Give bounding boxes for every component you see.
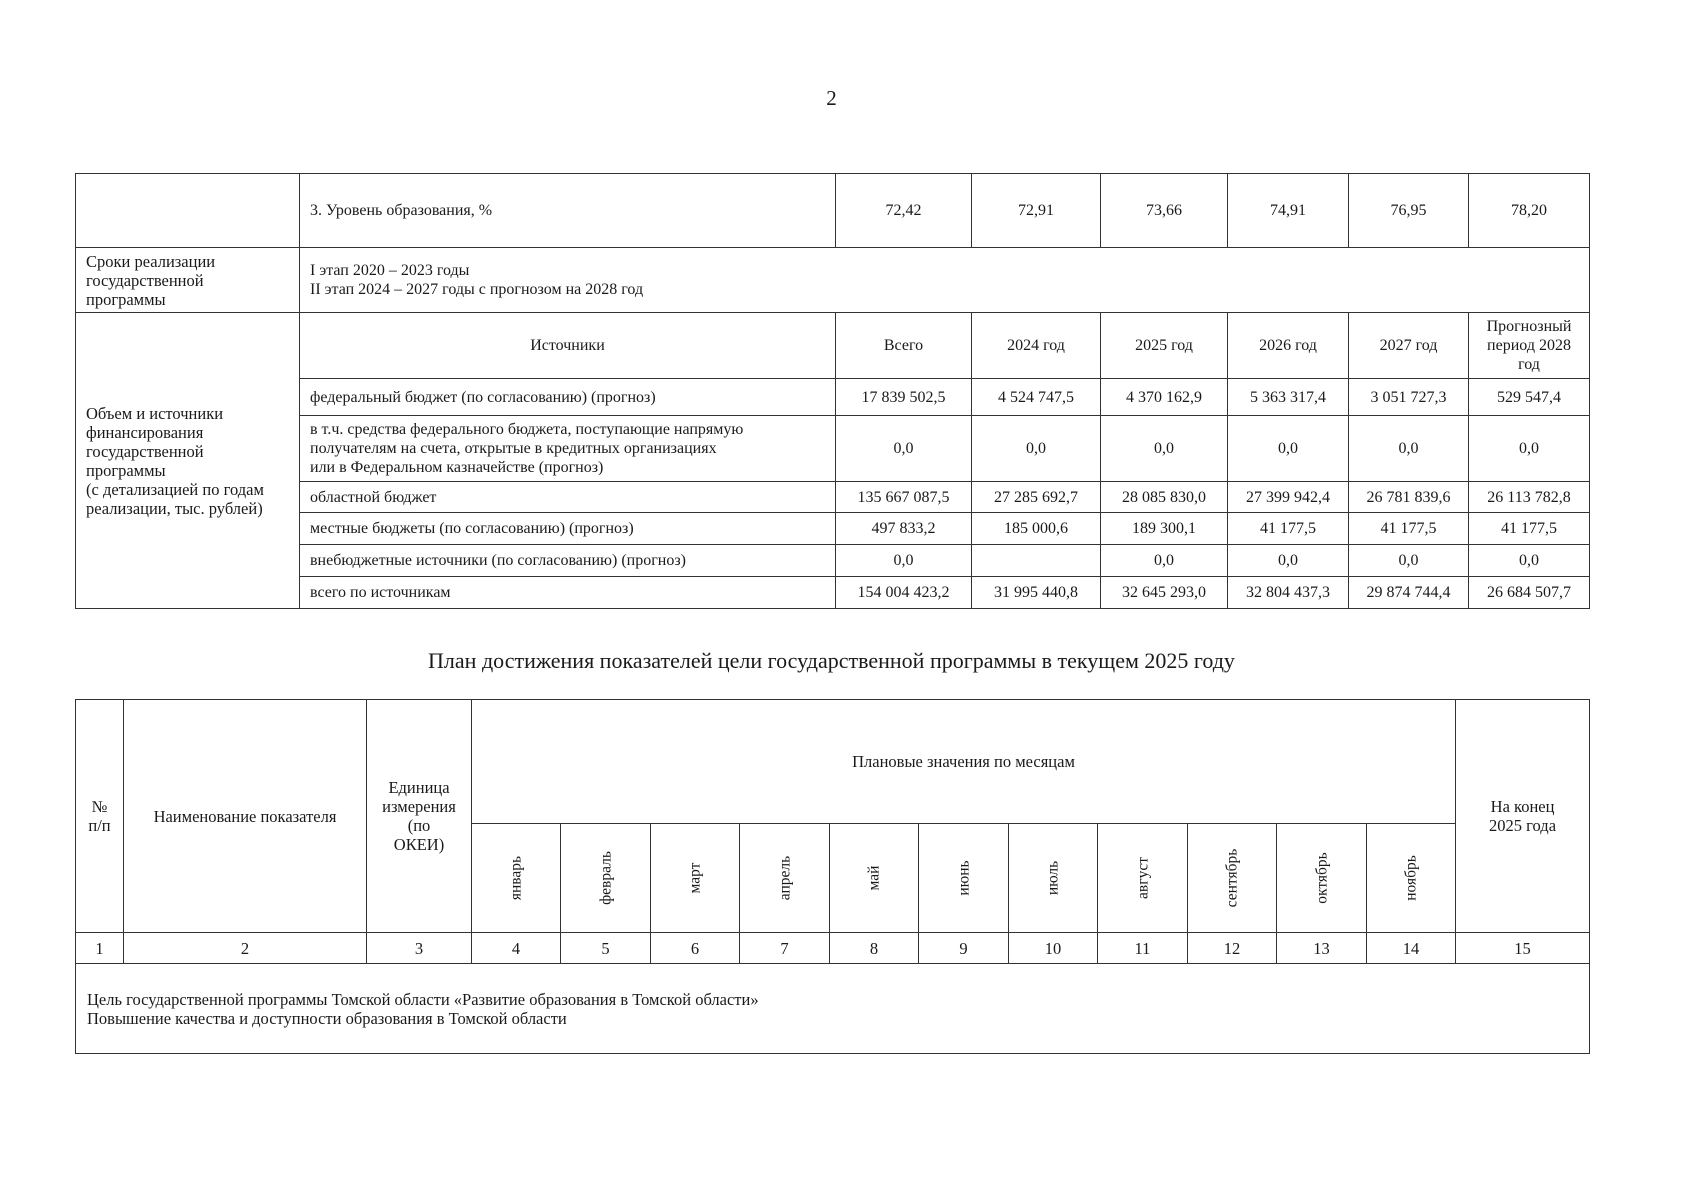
source-label: всего по источникам (300, 577, 836, 609)
monthly-plan-table (75, 699, 1590, 1054)
period-label-line: программы (86, 289, 166, 309)
month-label: май (865, 865, 883, 891)
header-unit (367, 700, 472, 933)
amount-cell: 154 004 423,2 (836, 577, 972, 609)
column-number: 10 (1009, 933, 1098, 964)
header-year-end-line: На конец (1490, 797, 1555, 816)
indicator-value: 73,66 (1101, 174, 1228, 248)
source-label: областной бюджет (300, 482, 836, 513)
amount-cell: 4 524 747,5 (972, 379, 1101, 416)
month-header (1277, 824, 1367, 933)
month-header (1098, 824, 1188, 933)
amount-cell: 41 177,5 (1228, 513, 1349, 545)
period-label-line: Сроки реализации (86, 251, 216, 271)
funding-header-row (76, 313, 1590, 379)
period-text-line: II этап 2024 – 2027 годы с прогнозом на 2028 год (310, 281, 644, 298)
header-year-2024: 2024 год (972, 313, 1101, 379)
amount-cell: 31 995 440,8 (972, 577, 1101, 609)
month-header (830, 824, 919, 933)
indicator-label: 3. Уровень образования, % (300, 174, 836, 248)
column-number: 14 (1367, 933, 1456, 964)
amount-cell: 4 370 162,9 (1101, 379, 1228, 416)
funding-label-line: Объем и источники (86, 403, 224, 423)
month-header (651, 824, 740, 933)
amount-cell: 189 300,1 (1101, 513, 1228, 545)
funding-row-regional (76, 482, 1590, 513)
funding-row-total (76, 577, 1590, 609)
indicator-value: 74,91 (1228, 174, 1349, 248)
header-unit-line: ОКЕИ) (393, 835, 445, 854)
column-number: 2 (124, 933, 367, 964)
amount-cell: 0,0 (1349, 545, 1469, 577)
header-unit-line: (по (407, 816, 431, 835)
goal-line: Повышение качества и доступности образования в Томской области (87, 1008, 567, 1028)
indicator-value: 78,20 (1469, 174, 1590, 248)
period-label (76, 248, 300, 313)
month-label: июнь (955, 860, 972, 896)
header-number-line: № (91, 797, 108, 816)
month-label: ноябрь (1402, 855, 1420, 901)
empty-cell (76, 174, 300, 248)
month-label: март (686, 862, 704, 894)
column-number: 3 (367, 933, 472, 964)
amount-cell: 0,0 (1228, 545, 1349, 577)
month-label: февраль (597, 851, 614, 905)
period-text-line: I этап 2020 – 2023 годы (310, 262, 470, 279)
header-number-line: п/п (88, 816, 111, 835)
header-sources: Источники (300, 313, 836, 379)
goal-row (76, 964, 1590, 1054)
amount-cell: 32 645 293,0 (1101, 577, 1228, 609)
indicator-value: 76,95 (1349, 174, 1469, 248)
month-header (740, 824, 830, 933)
funding-row-local (76, 513, 1590, 545)
header-number (76, 700, 124, 933)
column-number: 7 (740, 933, 830, 964)
amount-cell: 0,0 (972, 416, 1101, 482)
amount-cell: 135 667 087,5 (836, 482, 972, 513)
header-indicator-name: Наименование показателя (124, 700, 367, 933)
header-monthly-values: Плановые значения по месяцам (472, 700, 1456, 824)
amount-cell: 29 874 744,4 (1349, 577, 1469, 609)
header-row-top (76, 700, 1590, 824)
amount-cell: 5 363 317,4 (1228, 379, 1349, 416)
header-year-end-line: 2025 года (1489, 816, 1557, 835)
goal-line: Цель государственной программы Томской области «Развитие образования в Томской области» (87, 989, 759, 1009)
funding-label-line: государственной (86, 441, 204, 461)
amount-cell (972, 545, 1101, 577)
column-number: 5 (561, 933, 651, 964)
amount-cell: 26 113 782,8 (1469, 482, 1590, 513)
header-total: Всего (836, 313, 972, 379)
month-label: апрель (776, 855, 793, 901)
month-header (919, 824, 1009, 933)
header-forecast-line: Прогнозный (1486, 318, 1572, 335)
funding-label-line: (с детализацией по годам (86, 479, 264, 499)
period-text (300, 248, 1590, 313)
source-label-line: или в Федеральном казначействе (прогноз) (310, 459, 604, 476)
column-number: 12 (1188, 933, 1277, 964)
header-unit-line: Единица (388, 778, 450, 797)
amount-cell: 41 177,5 (1469, 513, 1590, 545)
source-label-line: получателям на счета, открытые в кредитных организациях (310, 440, 717, 457)
amount-cell: 3 051 727,3 (1349, 379, 1469, 416)
column-number: 8 (830, 933, 919, 964)
column-number: 15 (1456, 933, 1590, 964)
column-number: 13 (1277, 933, 1367, 964)
header-forecast-line: период 2028 (1487, 337, 1571, 354)
month-header (561, 824, 651, 933)
source-label-line: в т.ч. средства федерального бюджета, поступающие напрямую (310, 421, 744, 438)
header-forecast-2028 (1469, 313, 1590, 379)
header-year-2027: 2027 год (1349, 313, 1469, 379)
funding-label (76, 313, 300, 609)
amount-cell: 0,0 (1101, 545, 1228, 577)
amount-cell: 497 833,2 (836, 513, 972, 545)
amount-cell: 0,0 (836, 545, 972, 577)
amount-cell: 0,0 (1101, 416, 1228, 482)
header-year-2025: 2025 год (1101, 313, 1228, 379)
header-year-end (1456, 700, 1590, 933)
funding-row-federal-direct (76, 416, 1590, 482)
month-header (1009, 824, 1098, 933)
page-number: 2 (826, 86, 837, 110)
column-number: 1 (76, 933, 124, 964)
column-number: 4 (472, 933, 561, 964)
funding-label-line: программы (86, 460, 166, 480)
amount-cell: 0,0 (1469, 545, 1590, 577)
program-passport-table (75, 173, 1590, 609)
indicator-value: 72,91 (972, 174, 1101, 248)
amount-cell: 26 684 507,7 (1469, 577, 1590, 609)
indicator-value: 72,42 (836, 174, 972, 248)
source-label (300, 416, 836, 482)
indicator-row (76, 174, 1590, 248)
column-number: 9 (919, 933, 1009, 964)
section-title: План достижения показателей цели государственной программы в текущем 2025 году (428, 648, 1235, 673)
month-header (1367, 824, 1456, 933)
column-number-row (76, 933, 1590, 964)
amount-cell: 27 399 942,4 (1228, 482, 1349, 513)
month-label: январь (507, 855, 525, 901)
source-label: федеральный бюджет (по согласованию) (прогноз) (300, 379, 836, 416)
amount-cell: 0,0 (1228, 416, 1349, 482)
header-unit-line: измерения (382, 797, 456, 816)
source-label: местные бюджеты (по согласованию) (прогноз) (300, 513, 836, 545)
amount-cell: 185 000,6 (972, 513, 1101, 545)
month-header (472, 824, 561, 933)
period-label-line: государственной (86, 270, 204, 290)
amount-cell: 17 839 502,5 (836, 379, 972, 416)
amount-cell: 28 085 830,0 (1101, 482, 1228, 513)
month-label: октябрь (1313, 852, 1330, 904)
amount-cell: 0,0 (1469, 416, 1590, 482)
amount-cell: 0,0 (836, 416, 972, 482)
funding-row-federal (76, 379, 1590, 416)
month-label: сентябрь (1223, 848, 1241, 908)
month-header (1188, 824, 1277, 933)
amount-cell: 26 781 839,6 (1349, 482, 1469, 513)
header-year-2026: 2026 год (1228, 313, 1349, 379)
month-label: август (1134, 857, 1151, 899)
period-row (76, 248, 1590, 313)
column-number: 11 (1098, 933, 1188, 964)
source-label: внебюджетные источники (по согласованию) (прогноз) (300, 545, 836, 577)
funding-label-line: финансирования (86, 422, 204, 442)
amount-cell: 0,0 (1349, 416, 1469, 482)
amount-cell: 32 804 437,3 (1228, 577, 1349, 609)
funding-row-extrabudgetary (76, 545, 1590, 577)
funding-label-line: реализации, тыс. рублей) (86, 498, 263, 518)
amount-cell: 27 285 692,7 (972, 482, 1101, 513)
month-label: июль (1044, 860, 1062, 896)
column-number: 6 (651, 933, 740, 964)
amount-cell: 41 177,5 (1349, 513, 1469, 545)
header-forecast-line: год (1518, 356, 1540, 373)
goal-cell (76, 964, 1590, 1054)
amount-cell: 529 547,4 (1469, 379, 1590, 416)
